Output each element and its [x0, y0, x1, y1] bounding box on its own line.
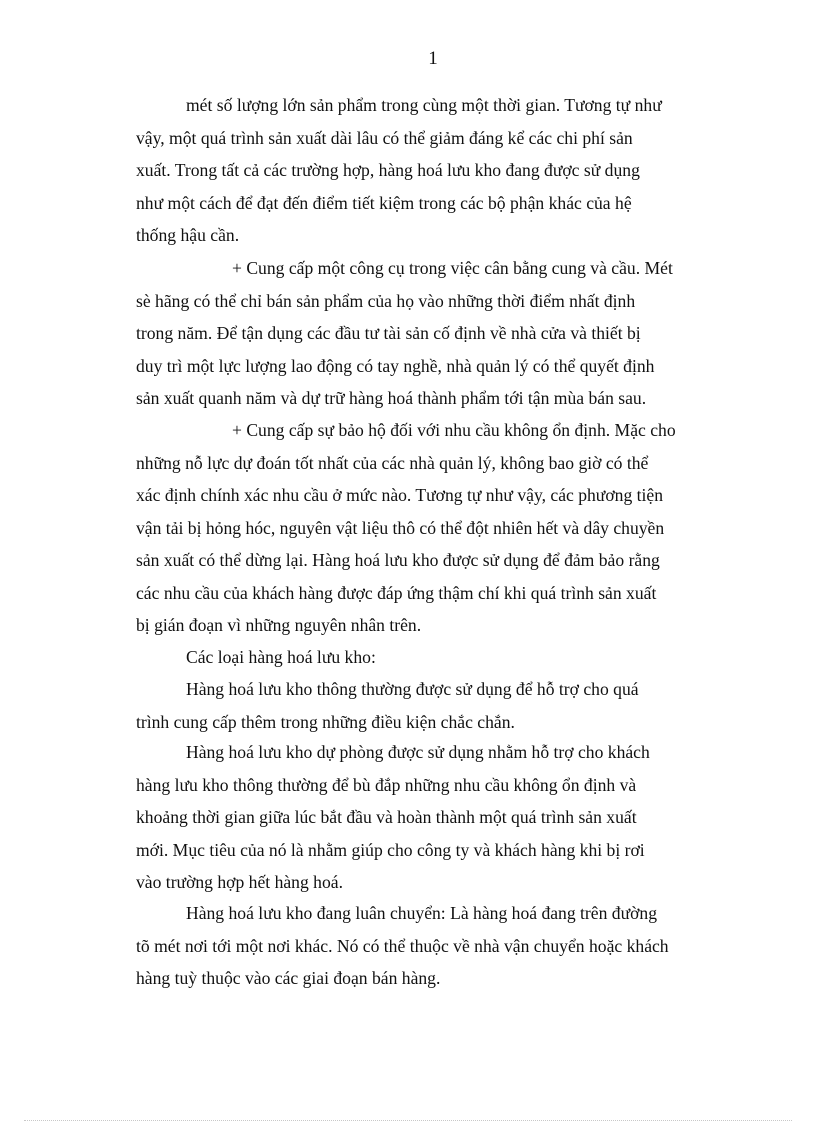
text-line: duy trì một lực lượng lao động có tay nghề, nhà quản lý có thể quyết định [136, 355, 655, 376]
text-line: mới. Mục tiêu của nó là nhằm giúp cho công ty và khách hàng khi bị rơi [136, 839, 645, 860]
text-line: bị gián đoạn vì những nguyên nhân trên. [136, 615, 422, 635]
text-line: Hàng hoá lưu kho dự phòng được sử dụng nhằm hỗ trợ cho khách [186, 742, 650, 762]
text-line: + Cung cấp một công cụ trong việc cân bằng cung và cầu. Mét [232, 258, 673, 278]
text-line: hàng tuỳ thuộc vào các giai đoạn bán hàng. [136, 968, 441, 988]
text-line: vậy, một quá trình sản xuất dài lâu có thể giảm đáng kể các chi phí sản [136, 127, 633, 148]
text-line: hàng lưu kho thông thường để bù đắp những nhu cầu không ổn định và [136, 774, 637, 795]
paragraph-production-economies [136, 89, 726, 252]
text-line: trình cung cấp thêm trong những điều kiện chắc chắn. [136, 711, 515, 732]
text-line: vận tải bị hỏng hóc, nguyên vật liệu thô có thể đột nhiên hết và dây chuyền [136, 517, 665, 538]
paragraph-inventory-types-heading [136, 641, 726, 674]
text-line: vào trường hợp hết hàng hoá. [136, 872, 343, 892]
text-line: xác định chính xác nhu cầu ở mức nào. Tương tự như vậy, các phương tiện [136, 485, 664, 505]
text-line: sè hãng có thể chỉ bán sản phẩm của họ vào những thời điểm nhất định [136, 290, 636, 311]
text-line: Hàng hoá lưu kho thông thường được sử dụng để hỗ trợ cho quá [186, 679, 639, 699]
text-line: mét số lượng lớn sản phẩm trong cùng một thời gian. Tương tự như [186, 95, 662, 115]
paragraph-uncertain-demand [136, 414, 726, 642]
text-line: sản xuất có thể dừng lại. Hàng hoá lưu kho được sử dụng để đảm bảo rằng [136, 550, 660, 570]
text-line: + Cung cấp sự bảo hộ đối với nhu cầu không ổn định. Mặc cho [232, 420, 676, 440]
paragraph-safety-stock [136, 736, 726, 899]
text-line: như một cách để đạt đến điểm tiết kiệm trong các bộ phận khác của hệ [136, 192, 632, 213]
text-line: Các loại hàng hoá lưu kho: [186, 647, 376, 667]
text-line: tõ mét nơi tới một nơi khác. Nó có thể thuộc về nhà vận chuyển hoặc khách [136, 935, 669, 956]
text-line: thống hậu cần. [136, 225, 240, 245]
text-line: xuất. Trong tất cả các trường hợp, hàng hoá lưu kho đang được sử dụng [136, 160, 640, 180]
text-line: những nỗ lực dự đoán tốt nhất của các nhà quản lý, không bao giờ có thể [136, 452, 649, 473]
paragraph-in-transit-inventory [136, 897, 726, 995]
text-line: sản xuất quanh năm và dự trữ hàng hoá thành phẩm tới tận mùa bán sau. [136, 388, 647, 408]
text-line: khoảng thời gian giữa lúc bắt đầu và hoàn thành một quá trình sản xuất [136, 807, 637, 827]
text-line: trong năm. Để tận dụng các đầu tư tài sản cố định về nhà cửa và thiết bị [136, 323, 641, 343]
page-number: 1 [428, 48, 438, 69]
text-line: Hàng hoá lưu kho đang luân chuyển: Là hàng hoá đang trên đường [186, 903, 658, 923]
text-line: các nhu cầu của khách hàng được đáp ứng thậm chí khi quá trình sản xuất [136, 582, 657, 603]
footer-divider [24, 1120, 792, 1121]
paragraph-regular-inventory [136, 673, 726, 738]
paragraph-balance-supply-demand [136, 252, 726, 415]
